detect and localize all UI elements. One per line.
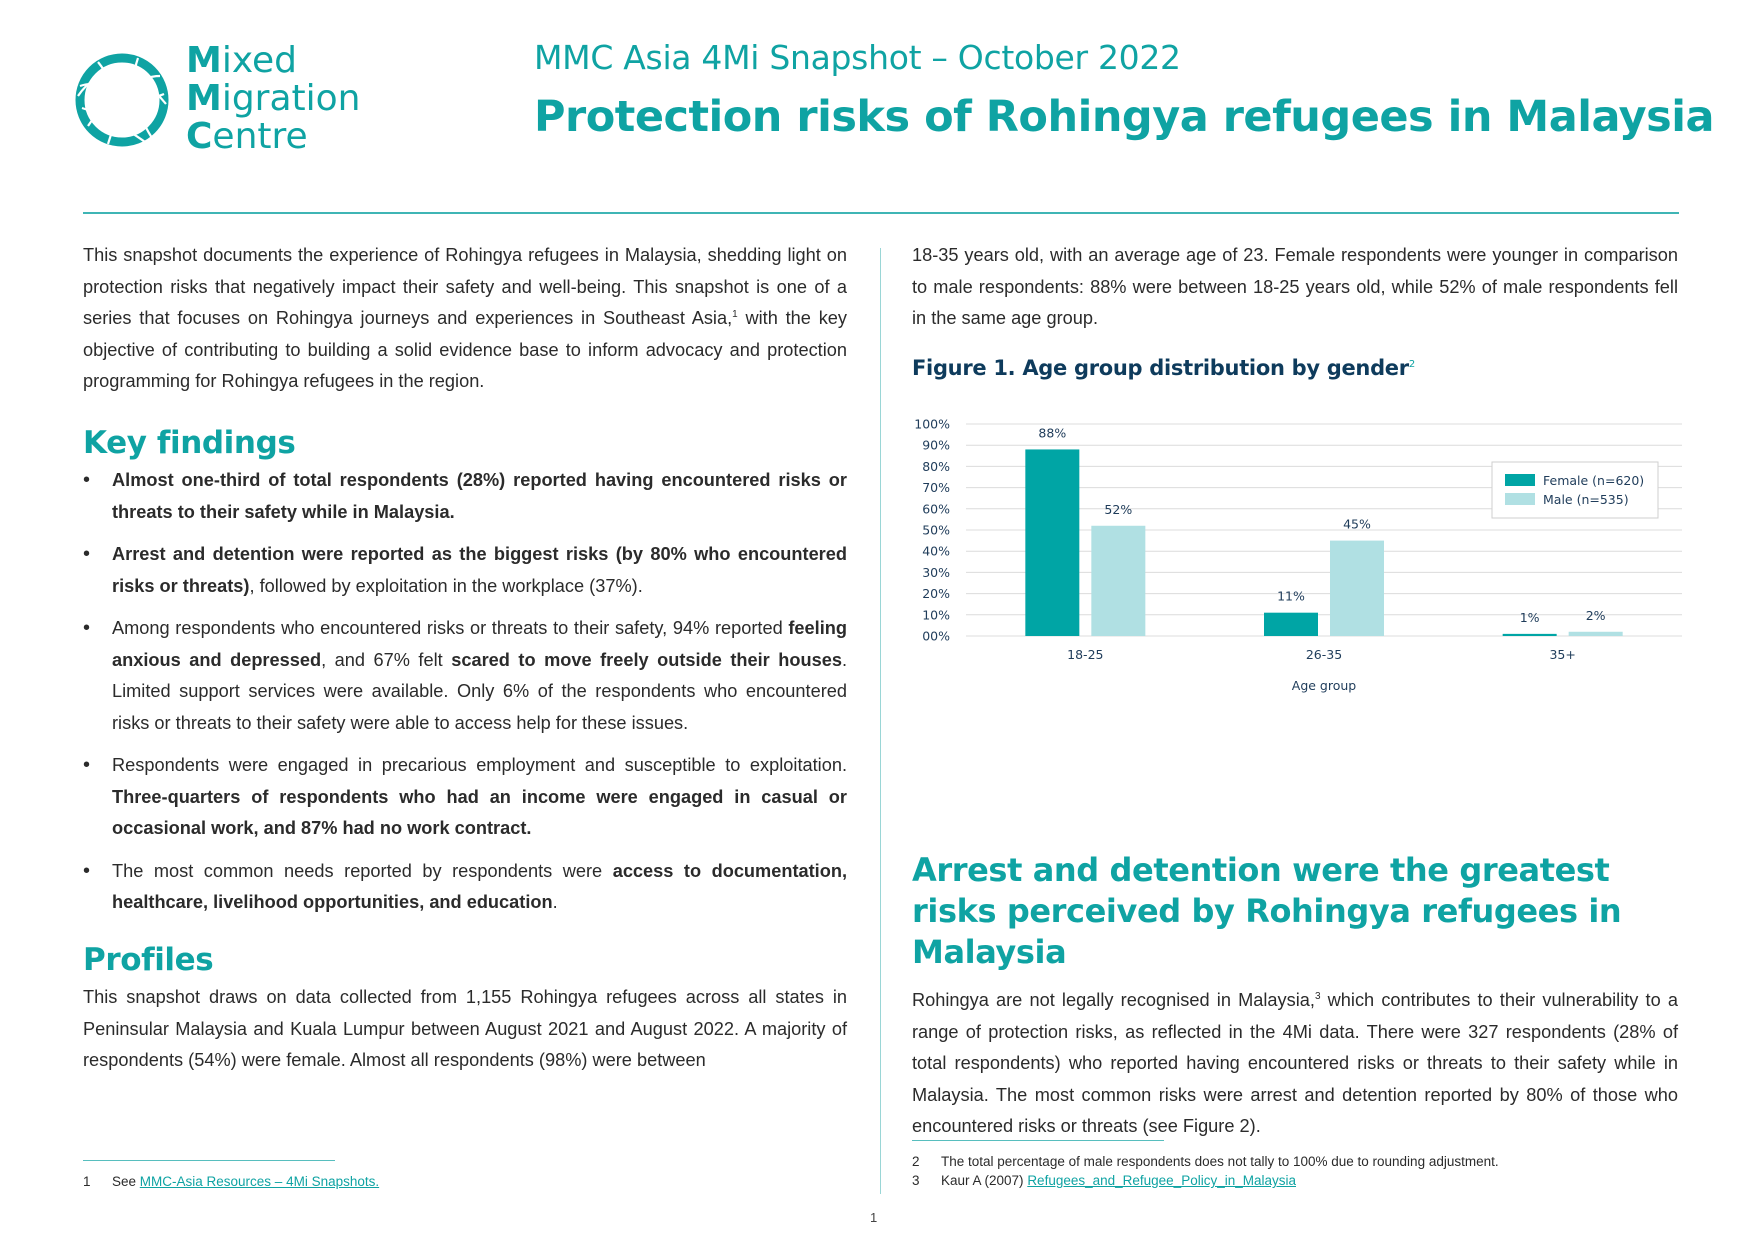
logo-wordmark (186, 42, 361, 156)
y-tick-label: 90% (922, 437, 950, 453)
data-label: 88% (1038, 425, 1067, 441)
y-tick-label: 10% (922, 607, 950, 623)
data-label: 11% (1277, 588, 1305, 604)
y-tick-label: 00% (922, 628, 950, 644)
legend-label: Male (n=535) (1543, 492, 1629, 507)
profiles-heading: Profiles (83, 941, 214, 978)
left-footnote-rule (83, 1160, 335, 1161)
logo-word-mixed: Mixed (186, 40, 298, 81)
arrest-paragraph: Rohingya are not legally recognised in Malaysia,$^3$ which contributes to their vulnerability to a range of protection risks, as reflected in the 4Mi data. There were 327 respondents (28% of total respondents) who reported having encountered risks or threats to their safety while in Malaysia. The most common risks were arrest and detention reported by 80% of those who encountered risks or threats (see Figure 2). (912, 990, 1679, 1136)
key-finding-item: • Arrest and detention were reported as the biggest risks (by 80% who encountered risks or threats), followed by exploitation in the workplace (37%). (83, 539, 847, 602)
legend-box (1492, 462, 1658, 518)
age-paragraph: 18-35 years old, with an average age of 23. Female respondents were younger in comparison to male respondents: 88% were between 18-25 years old, while 52% of male respondents fell in the same age group. (912, 245, 1678, 328)
key-finding-item: • The most common needs reported by respondents were access to documentation, healthcare, livelihood opportunities, and education. (83, 856, 847, 919)
globe-ring-icon (68, 46, 176, 154)
age-group-bar-chart (912, 400, 1682, 790)
x-tick-label: 26-35 (1305, 647, 1343, 662)
arrest-heading: Arrest and detention were the greatest risks perceived by Rohingya refugees in Malaysia (912, 851, 1622, 971)
data-label: 45% (1343, 516, 1371, 532)
key-finding-item: • Almost one-third of total respondents (28%) reported having encountered risks or threats to their safety while in Malaysia. (83, 465, 847, 528)
intro-paragraph: This snapshot documents the experience of Rohingya refugees in Malaysia, shedding light on protection risks that negatively impact their safety and well-being. This snapshot is one of a series that focuses on Rohingya journeys and experiences in Southeast Asia,$^1$ with the key objective of contributing to building a solid evidence base to inform advocacy and protection programming for Rohingya refugees in the region. (83, 245, 847, 391)
footnote-1: 1 See MMC-Asia Resources – 4Mi Snapshots. (83, 1174, 380, 1189)
footnote-2: 2 The total percentage of male respondents does not tally to 100% due to rounding adjustment. (912, 1154, 1499, 1169)
x-tick-label: 35+ (1549, 647, 1576, 662)
key-findings-list (83, 465, 847, 919)
header-divider (83, 212, 1679, 214)
right-footnote-rule (912, 1140, 1164, 1141)
arrest-section (912, 850, 1678, 1143)
y-tick-label: 80% (922, 458, 950, 474)
logo-word-centre: Centre (186, 116, 308, 157)
refugee-policy-link[interactable]: Refugees_and_Refugee_Policy_in_Malaysia (1027, 1173, 1296, 1188)
y-tick-label: 20% (922, 586, 950, 602)
bar-male (1091, 526, 1145, 636)
figure-1-title: Figure 1. Age group distribution by gender$^2$ (912, 355, 1415, 380)
mmc-logo (68, 42, 368, 162)
data-label: 1% (1519, 609, 1540, 625)
footnote-ref-3[interactable]: 3 (1314, 990, 1321, 1002)
report-subtitle: MMC Asia 4Mi Snapshot – October 2022 (534, 38, 1181, 77)
mmc-asia-resources-link[interactable]: MMC-Asia Resources – 4Mi Snapshots. (139, 1174, 380, 1189)
report-title: Protection risks of Rohingya refugees in Malaysia (534, 92, 1715, 142)
bar-male (1330, 541, 1384, 636)
footnote-ref-1[interactable]: 1 (732, 308, 738, 320)
x-axis-label: Age group (1291, 678, 1357, 693)
legend-swatch (1505, 474, 1535, 486)
data-label: 2% (1585, 607, 1606, 623)
key-finding-item: • Among respondents who encountered risks or threats to their safety, 94% reported feeling anxious and depressed, and 67% felt scared to move freely outside their houses. Limited support services were available. Only 6% of the respondents who encountered risks or threats to their safety were able to access help for these issues. (83, 613, 847, 739)
bar-female (1264, 613, 1318, 636)
data-label: 52% (1104, 501, 1133, 517)
footnote-ref-2[interactable]: 2 (1408, 358, 1415, 370)
y-tick-label: 60% (922, 501, 950, 517)
column-divider (880, 248, 881, 1194)
bar-male (1569, 632, 1623, 636)
bar-female (1503, 634, 1557, 636)
legend-swatch (1505, 493, 1535, 505)
key-finding-item: • Respondents were engaged in precarious employment and susceptible to exploitation. Three-quarters of respondents who had an income were engaged in casual or occasional work, and 87% had no work contract. (83, 750, 847, 845)
bar-female (1025, 449, 1079, 636)
left-column (83, 240, 847, 1077)
y-tick-label: 40% (922, 543, 950, 559)
y-tick-label: 70% (922, 480, 950, 496)
y-tick-label: 100% (914, 416, 950, 432)
page-number: 1 (870, 1210, 878, 1225)
y-tick-label: 50% (922, 522, 950, 538)
profiles-paragraph: This snapshot draws on data collected from 1,155 Rohingya refugees across all states in Peninsular Malaysia and Kuala Lumpur between August 2021 and August 2022. A majority of respondents (54%) were female. Almost all respondents (98%) were between (83, 987, 847, 1070)
legend-label: Female (n=620) (1543, 473, 1645, 488)
footnote-3: 3 Kaur A (2007) Refugees_and_Refugee_Policy_in_Malaysia (912, 1173, 1296, 1188)
x-tick-label: 18-25 (1067, 647, 1104, 662)
key-findings-heading: Key findings (83, 424, 296, 461)
logo-word-migration: Migration (186, 78, 361, 119)
y-tick-label: 30% (922, 564, 950, 580)
right-column (912, 240, 1678, 383)
